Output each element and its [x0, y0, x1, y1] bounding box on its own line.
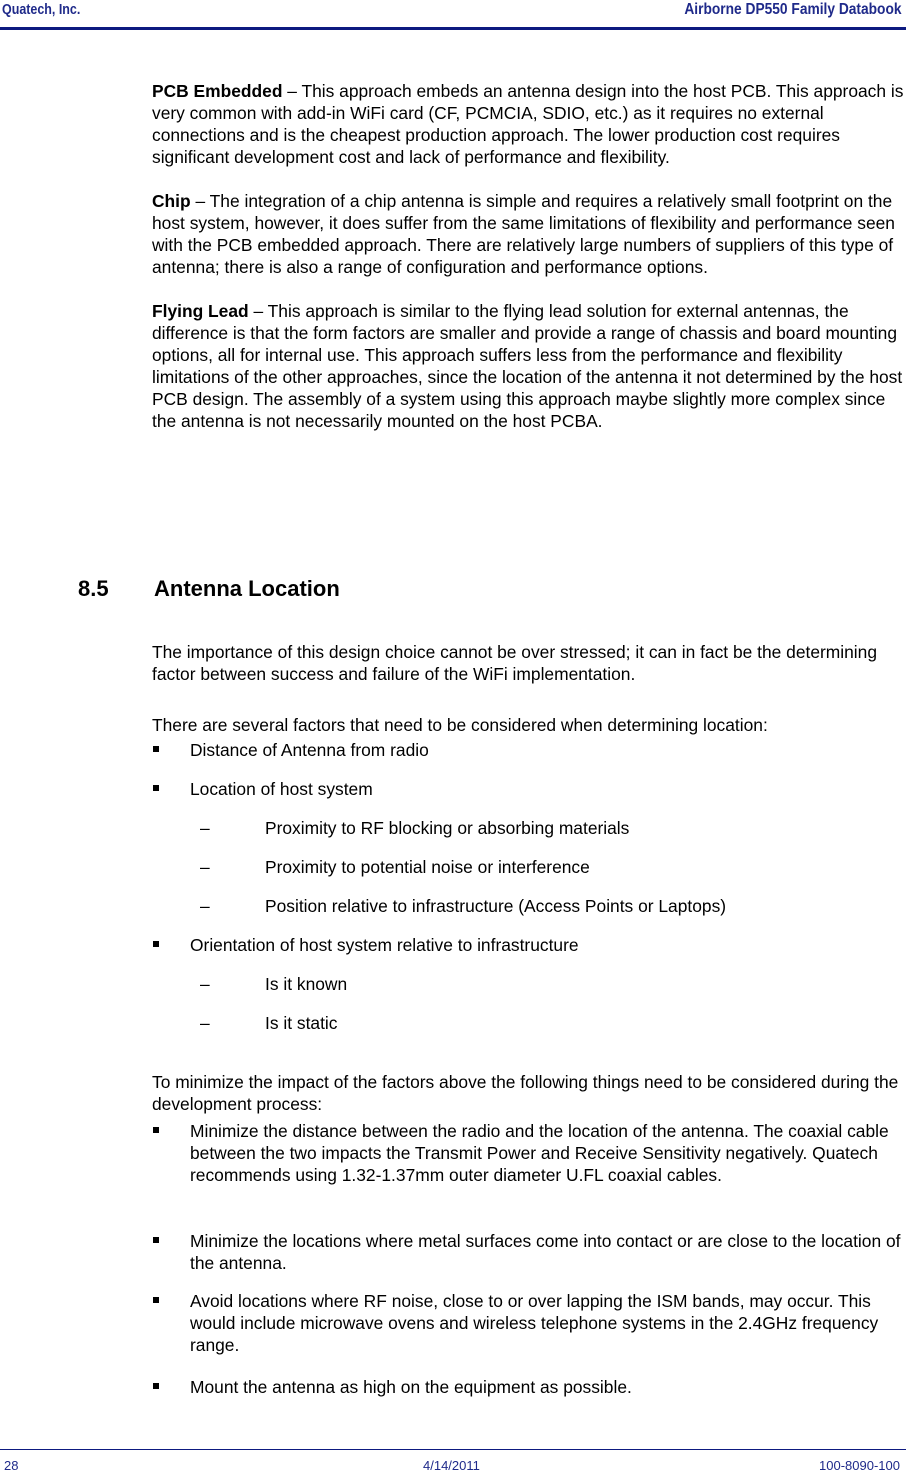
antenna-types-section	[152, 80, 906, 432]
list-item	[152, 1230, 906, 1274]
recommendation-text: Minimize the distance between the radio and the location of the antenna. The coaxial cable between the two impacts the Transmit Power and Receive Sensitivity negatively. Quatech recommends using 1.32-1.37mm outer diameter U.FL coaxial cables.	[190, 1121, 889, 1185]
recommendation-text: Avoid locations where RF noise, close to or over lapping the ISM bands, may occur. This would include microwave ovens and wireless telephone systems in the 2.4GHz frequency range.	[190, 1291, 879, 1355]
dash-icon: –	[200, 857, 210, 877]
list-item	[152, 973, 906, 995]
section-number: 8.5	[78, 576, 109, 601]
dash-icon: –	[200, 818, 210, 838]
factor-item	[152, 778, 906, 800]
page-header	[0, 0, 906, 30]
sub-factor-item	[152, 817, 906, 839]
sub-factor-label: Proximity to RF blocking or absorbing materials	[265, 818, 630, 838]
factor-item	[152, 934, 906, 956]
recommendation-item	[152, 1120, 906, 1186]
text-pcb-embedded: – This approach embeds an antenna design into the host PCB. This approach is very common with add-in WiFi card (CF, PCMCIA, SDIO, etc.) as it requires no external connections and is the cheapest production approach. The lower production cost requires significant development cost and lack of performance and flexibility.	[152, 81, 904, 167]
document-title: Airborne DP550 Family Databook	[684, 1, 902, 18]
factor-item	[152, 739, 906, 761]
company-name: Quatech, Inc.	[2, 2, 81, 18]
list-item	[152, 856, 906, 878]
term-chip: Chip	[152, 191, 191, 211]
section-title: Antenna Location	[154, 576, 340, 601]
page-number: 28	[4, 1458, 19, 1473]
recommendation-text: Mount the antenna as high on the equipment as possible.	[190, 1377, 632, 1397]
sub-factor-label: Is it static	[265, 1013, 338, 1033]
factor-label: Location of host system	[190, 779, 373, 799]
sub-factor-item	[152, 856, 906, 878]
section-intro-text: The importance of this design choice cannot be over stressed; it can in fact be the determining factor between success and failure of the WiFi implementation.	[152, 642, 878, 685]
factors-intro-text: There are several factors that need to be considered when determining location:	[152, 715, 768, 736]
bullet-icon	[153, 1297, 159, 1303]
recommendation-item	[152, 1376, 906, 1398]
minimize-intro-text: To minimize the impact of the factors above the following things need to be considered during the development process:	[152, 1072, 899, 1115]
factor-label: Orientation of host system relative to infrastructure	[190, 935, 579, 955]
footer-date: 4/14/2011	[423, 1458, 480, 1473]
bullet-icon	[153, 941, 159, 947]
footer-rule	[0, 1449, 906, 1450]
bullet-icon	[153, 785, 159, 791]
bullet-icon	[153, 1127, 159, 1133]
sub-factor-label: Is it known	[265, 974, 348, 994]
factor-label: Distance of Antenna from radio	[190, 740, 429, 760]
paragraph-pcb-embedded	[152, 80, 906, 168]
sub-factor-item	[152, 973, 906, 995]
text-flying-lead: – This approach is similar to the flying lead solution for external antennas, the difference is that the form factors are smaller and provide a range of chassis and board mounting options, all for internal use. This approach suffers less from the performance and flexibility limitations of the other approaches, since the location of the antenna it not determined by the host PCB design. The assembly of a system using this approach maybe slightly more complex since the antenna is not necessarily mounted on the host PCBA.	[152, 301, 903, 431]
term-pcb-embedded: PCB Embedded	[152, 81, 283, 101]
sub-factor-label: Position relative to infrastructure (Access Points or Laptops)	[265, 896, 727, 916]
bullet-icon	[153, 1237, 159, 1243]
dash-icon: –	[200, 1013, 210, 1033]
list-item	[152, 778, 906, 800]
sub-factor-item	[152, 895, 906, 917]
list-item	[152, 739, 906, 761]
list-item	[152, 1376, 906, 1398]
list-item	[152, 1012, 906, 1034]
list-item	[152, 1120, 906, 1186]
section-heading	[78, 576, 340, 602]
dash-icon: –	[200, 974, 210, 994]
header-rule	[0, 27, 906, 30]
list-item	[152, 934, 906, 956]
dash-icon: –	[200, 896, 210, 916]
term-flying-lead: Flying Lead	[152, 301, 249, 321]
recommendation-text: Minimize the locations where metal surfaces come into contact or are close to the location of the antenna.	[190, 1231, 901, 1273]
footer-doc-number: 100-8090-100	[819, 1458, 900, 1473]
list-item	[152, 817, 906, 839]
paragraph-chip	[152, 190, 906, 278]
bullet-icon	[153, 746, 159, 752]
sub-factor-item	[152, 1012, 906, 1034]
section-intro	[152, 624, 906, 703]
bullet-icon	[153, 1383, 159, 1389]
recommendation-item	[152, 1230, 906, 1274]
list-item	[152, 1290, 906, 1356]
paragraph-flying-lead	[152, 300, 906, 432]
sub-factor-label: Proximity to potential noise or interference	[265, 857, 590, 877]
text-chip: – The integration of a chip antenna is simple and requires a relatively small footprint on the host system, however, it does suffer from the same limitations of flexibility and performance seen with the PCB embedded approach. There are relatively large numbers of suppliers of this type of antenna; there is also a range of configuration and performance options.	[152, 191, 895, 277]
recommendation-item	[152, 1290, 906, 1356]
list-item	[152, 895, 906, 917]
